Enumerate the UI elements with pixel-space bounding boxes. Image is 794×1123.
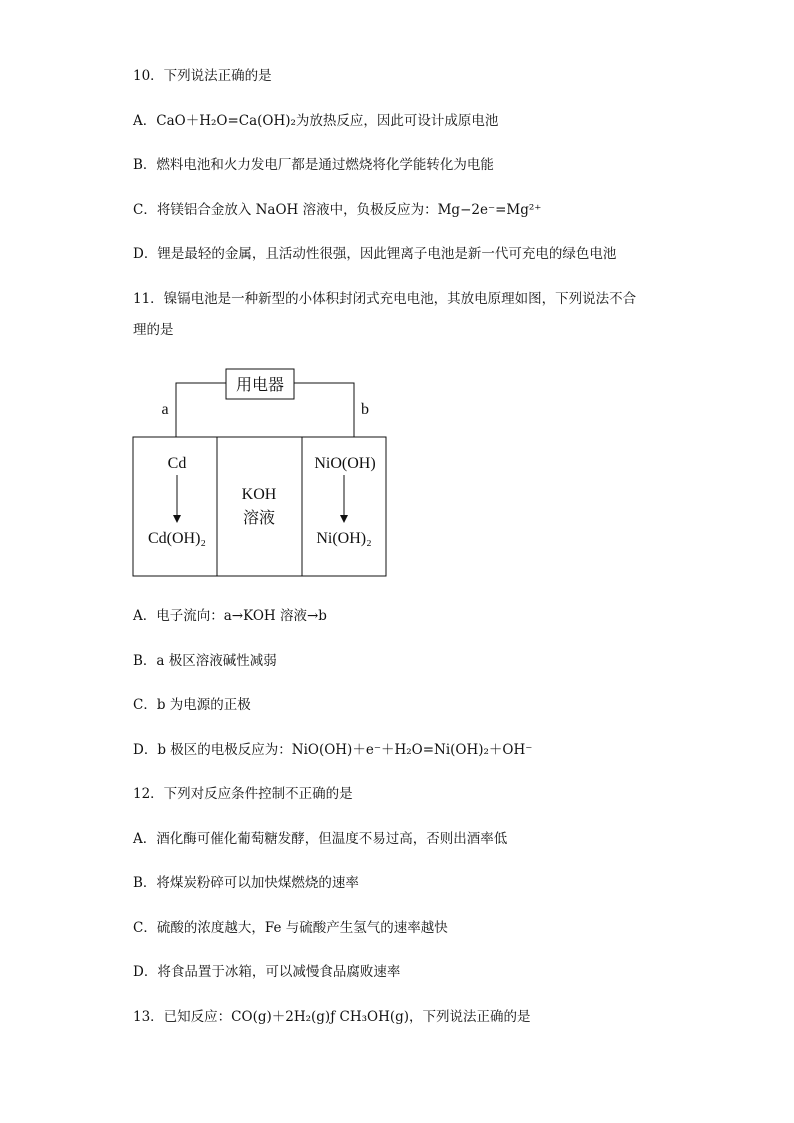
middle-label-line-1: KOH — [241, 486, 277, 503]
battery-diagram — [132, 365, 388, 580]
question-10-option-a: A．CaO＋H₂O=Ca(OH)₂为放热反应，因此可设计成原电池 — [133, 113, 499, 129]
question-11-option-b: B．a 极区溶液碱性减弱 — [133, 653, 277, 669]
left-top-label: Cd — [167, 455, 187, 472]
question-12-option-a: A．酒化酶可催化葡萄糖发酵，但温度不易过高，否则出酒率低 — [133, 831, 508, 847]
question-11-stem-line-2: 理的是 — [133, 322, 174, 338]
wire-right — [294, 383, 354, 437]
question-10-option-d: D．锂是最轻的金属，且活动性很强，因此锂离子电池是新一代可充电的绿色电池 — [133, 246, 617, 262]
question-12-option-c: C．硫酸的浓度越大，Fe 与硫酸产生氢气的速率越快 — [133, 920, 448, 936]
right-bottom-label: Ni(OH)₂ — [316, 530, 372, 547]
left-bottom-label: Cd(OH)₂ — [147, 530, 207, 547]
load-label: 用电器 — [235, 377, 285, 394]
middle-label-line-2: 溶液 — [242, 510, 276, 527]
cell-middle — [217, 437, 302, 576]
question-12-option-b: B．将煤炭粉碎可以加快煤燃烧的速率 — [133, 875, 359, 891]
wire-left — [176, 383, 226, 437]
question-11-option-a: A．电子流向：a→KOH 溶液→b — [133, 608, 327, 624]
question-11-option-d: D．b 极区的电极反应为：NiO(OH)＋e⁻＋H₂O=Ni(OH)₂＋OH⁻ — [133, 742, 533, 758]
question-11-option-c: C．b 为电源的正极 — [133, 697, 251, 713]
right-top-label: NiO(OH) — [314, 455, 376, 472]
question-10-option-b: B．燃料电池和火力发电厂都是通过燃烧将化学能转化为电能 — [133, 157, 494, 173]
wire-label-b: b — [361, 401, 369, 418]
wire-label-a: a — [161, 401, 169, 418]
question-12-stem: 12．下列对反应条件控制不正确的是 — [133, 786, 353, 802]
question-13-stem: 13．已知反应：CO(g)＋2H₂(g)ƒ CH₃OH(g)，下列说法正确的是 — [133, 1009, 531, 1025]
question-11-stem-line-1: 11．镍镉电池是一种新型的小体积封闭式充电电池，其放电原理如图，下列说法不合 — [133, 291, 637, 307]
question-10-option-c: C．将镁铝合金放入 NaOH 溶液中，负极反应为：Mg−2e⁻=Mg²⁺ — [133, 202, 542, 218]
question-12-option-d: D．将食品置于冰箱，可以减慢食品腐败速率 — [133, 964, 401, 980]
question-10-stem: 10．下列说法正确的是 — [133, 68, 272, 84]
